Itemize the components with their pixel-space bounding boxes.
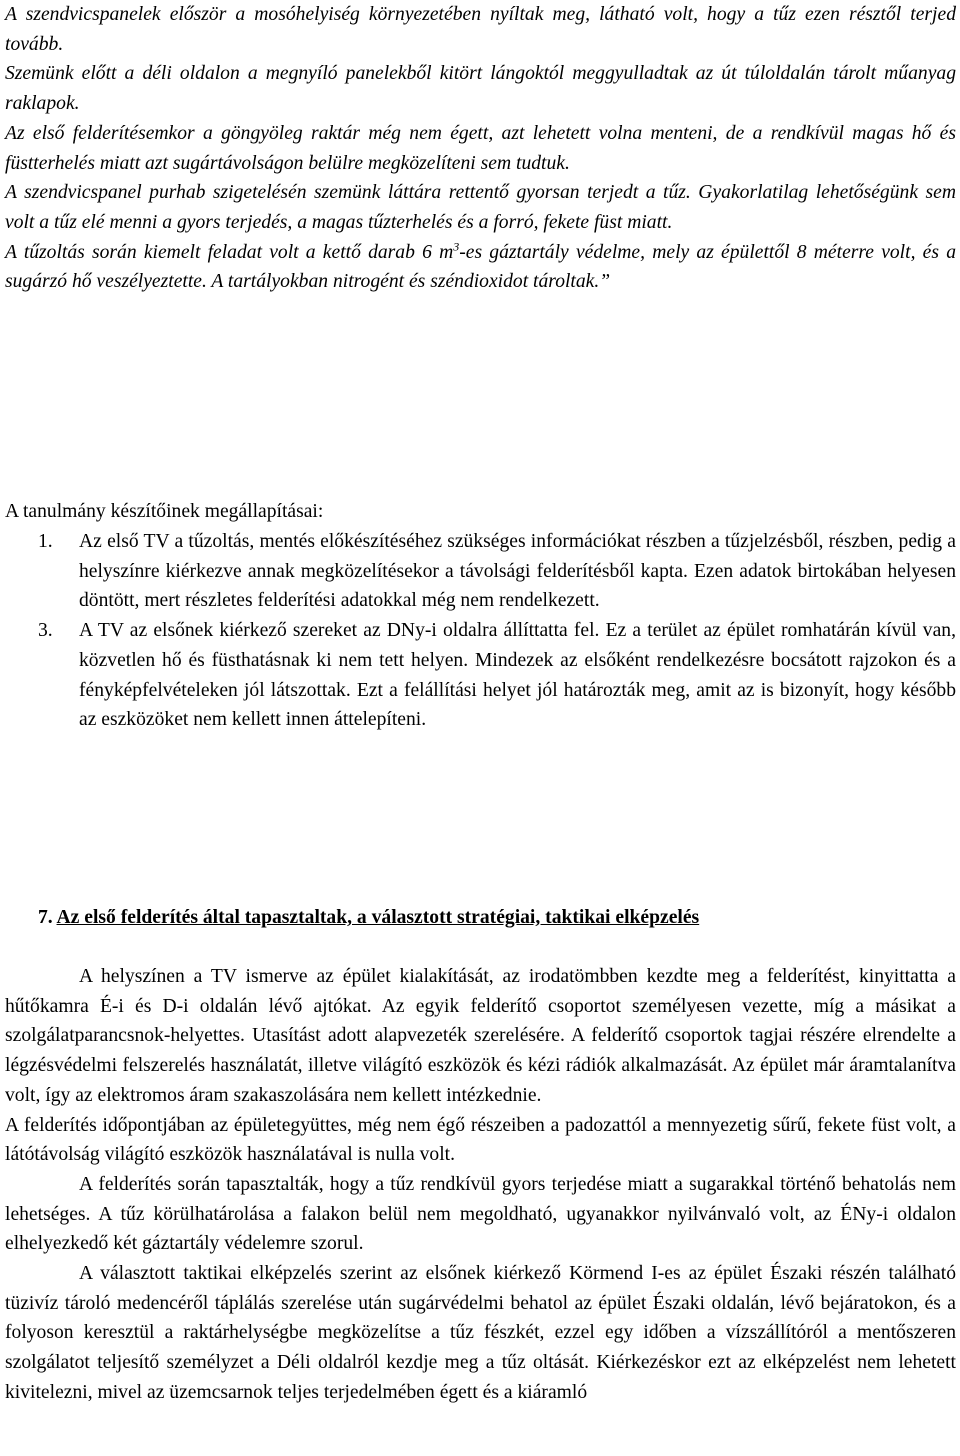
finding-number: 3. — [38, 620, 53, 642]
finding-item — [5, 527, 956, 616]
findings-heading: A tanulmány készítőinek megállapításai: — [5, 501, 324, 522]
quote-paragraph-3: Az első felderítésemkor a göngyöleg raktár még nem égett, azt lehetett volna menteni, de a rendkívül magas hő és füstterhelés miatt azt sugártávolságon belülre megközelíteni sem tudtuk. — [5, 122, 956, 174]
finding-number: 1. — [38, 531, 53, 552]
section-heading — [38, 903, 699, 933]
quote-paragraph-1: A szendvicspanelek először a mosóhelyiség környezetében nyíltak meg, látható volt, hogy a tűz ezen résztől terjed tovább. — [5, 4, 956, 55]
quote-paragraph-5-end: -es gáztartály védelme, mely az épülettől 8 méterre volt, és a sugárzó hő veszélyeztette. A tartályokban nitrogént és széndioxidot tároltak.” — [5, 241, 956, 293]
findings-list — [5, 527, 956, 735]
quoted-account — [5, 0, 956, 297]
finding-text: Az első TV a tűzoltás, mentés előkészítéséhez szükséges információkat részben a tűzjelzésből, részben, pedig a helyszínre kiérkezve annak megközelítésekor a távolsági felderítésből kapta. Ezen adatok birtokában helyesen döntött, mert részletes felderítési adatokkal még nem rendelkezett. — [79, 531, 956, 612]
body-paragraph-1: A helyszínen a TV ismerve az épület kialakítását, az irodatömbben kezdte meg a felderítést, kinyittatta a hűtőkamra É-i és D-i oldalán lévő ajtókat. Az egyik felderítő csoportot személyesen vezette, míg a másikat a szolgálatparancsnok-helyettes. Utasítást adott alapvezeték szerelésére. A felderítő csoportok tagjai részére elrendelte a légzésvédelmi felszerelés használatát, illetve világító eszközök és kézi rádiók alkalmazását. Az épület már áramtalanítva volt, így az elektromos áram szakaszolására nem kellett intézkednie. — [5, 966, 956, 1106]
quote-paragraph-5-start: A tűzoltás során kiemelt feladat volt a kettő darab 6 m — [5, 241, 454, 263]
quote-paragraph-2: Szemünk előtt a déli oldalon a megnyíló panelekből kitört lángoktól meggyulladtak az út túloldalán tárolt műanyag raklapok. — [5, 63, 956, 115]
section-title: Az első felderítés által tapasztaltak, a választott stratégiai, taktikai elképzelés — [56, 907, 700, 928]
finding-text: A TV az elsőnek kiérkező szereket az DNy-i oldalra állíttatta fel. Ez a terület az épület romhatárán kívül van, közvetlen hő és füsthatásnak ki nem tett helyen. Mindezek az elsőként rendelkezésre bocsátott rajzokon és a fényképfelvételeken jól látszottak. Ezt a felállítási helyet jól határozták meg, amit az is bizonyít, hogy később az eszközöket nem kellett innen áttelepíteni. — [79, 620, 956, 731]
section-body — [5, 962, 956, 1408]
body-paragraph-3: A felderítés során tapasztalták, hogy a tűz rendkívül gyors terjedése miatt a sugarakkal történő behatolás nem lehetséges. A tűz körülhatárolása a falakon belül nem megoldható, ugyanakkor nyilvánvaló volt, az ÉNy-i oldalon elhelyezkedő két gáztartály védelemre szorul. — [5, 1173, 956, 1255]
section-number: 7. — [38, 907, 53, 928]
body-paragraph-2: A felderítés időpontjában az épületegyüttes, még nem égő részeiben a padozattól a mennyezetig sűrű, fekete füst volt, a látótávolság világító eszközök használatával is nulla volt. — [5, 1114, 956, 1166]
quote-paragraph-5 — [5, 238, 956, 297]
cubic-superscript: 3 — [453, 239, 460, 254]
body-paragraph-4: A választott taktikai elképzelés szerint az elsőnek kiérkező Körmend I-es az épület Északi részén található tüzivíz tároló medencéről táplálás szerelése után sugárvédelmi behatol az épület Északi oldalán, lévő bejáratokon, és a folyoson keresztül a raktárhelységbe megközelítse a tűz fészkét, ezzel egy időben a vízszállítóról a mentőszeren szolgálatot teljesítő személyzet a Déli oldalról kezdje meg a tűz oltását. Kiérkezéskor ezt az elképzelést nem lehetett kivitelezni, mivel az üzemcsarnok teljes terjedelmében égett és a kiáramló — [5, 1263, 956, 1403]
finding-item — [5, 616, 956, 735]
quote-paragraph-4: A szendvicspanel purhab szigetelésén szemünk láttára rettentő gyorsan terjedt a tűz. Gyakorlatilag lehetőségünk sem volt a tűz elé menni a gyors terjedés, a magas tűzterhelés és a forró, fekete füst miatt. — [5, 182, 956, 233]
